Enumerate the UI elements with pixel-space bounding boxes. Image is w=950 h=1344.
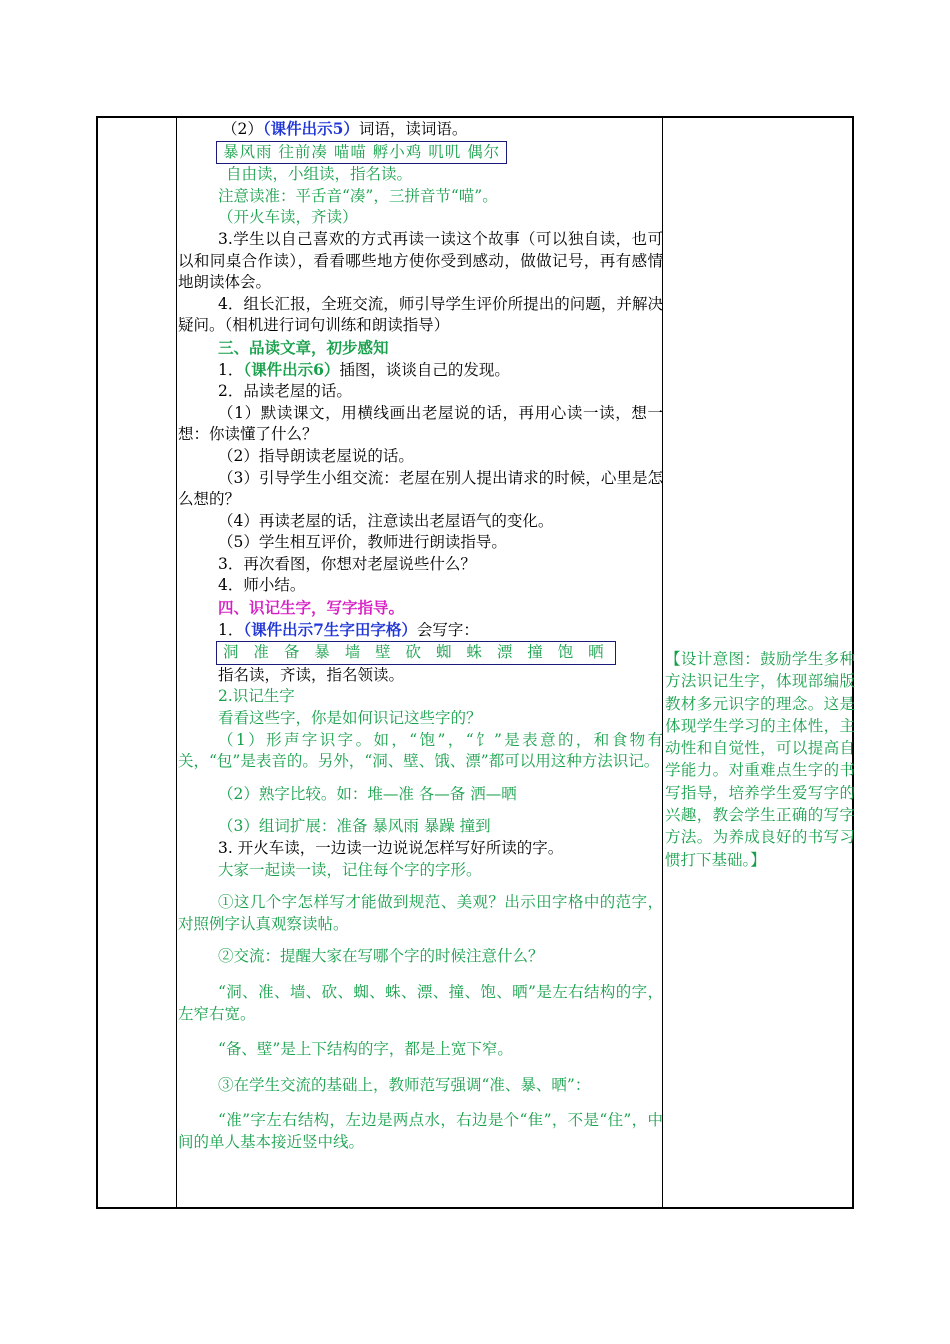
writing-step-1: ①这几个字怎样写才能做到规范、美观？出示田字格中的范字，对照例字认真观察读帖。 bbox=[178, 893, 663, 933]
read-together: 大家一起读一读，记住每个字的字形。 bbox=[218, 860, 482, 879]
teaching-process-column bbox=[178, 118, 663, 1154]
recognize-method-2: （2）熟字比较。如：堆—准 各—备 洒—晒 bbox=[218, 784, 517, 803]
item-2-3: （3）引导学生小组交流：老屋在别人提出请求的时候，心里是怎么想的？ bbox=[178, 468, 663, 509]
recognize-method-3: （3）组词扩展：准备 暴风雨 暴躁 撞到 bbox=[218, 817, 491, 836]
step-3-paragraph: 3.学生以自己喜欢的方式再读一读这个故事（可以独自读，也可以和同桌合作读），看看哪些地方使你受到感动，做做记号，再有感情地朗读体会。 bbox=[178, 229, 663, 292]
item-2-5: （5）学生相互评价，教师进行朗读指导。 bbox=[218, 533, 507, 552]
item-2: 2．品读老屋的话。 bbox=[218, 382, 352, 401]
item-2-4: （4）再读老屋的话，注意读出老屋语气的变化。 bbox=[218, 511, 554, 530]
train-reading-note: （开火车读，齐读） bbox=[218, 208, 358, 227]
recognize-question: 看看这些字，你是如何识记这些字的？ bbox=[218, 709, 482, 728]
lesson-table bbox=[96, 116, 854, 1209]
vocabulary-box: 暴风雨 往前凑 喵喵 孵小鸡 叽叽 偶尔 bbox=[216, 141, 507, 165]
recognize-method-1: （1）形声字识字。如，“饱”，“饣”是表意的，和食物有关，“包”是表音的。另外，“洞、壁、饿、漂”都可以用这种方法识记。 bbox=[178, 730, 663, 771]
column-divider-left bbox=[176, 118, 177, 1207]
line-course-5: （2）（课件出示5）词语，读词语。 bbox=[222, 119, 468, 138]
item-2-1: （1）默读课文，用横线画出老屋说的话，再用心读一读，想一想：你读懂了什么？ bbox=[178, 403, 663, 444]
design-intent-note: 【设计意图：鼓励学生多种方法识记生字，体现部编版教材多元识字的理念。这是体现学生学习的主体性，主动性和自觉性，可以提高自学能力。对重难点生字的书写指导，培养学生爱写字的兴趣，教会学生正确的写字方法。为养成良好的书写习惯打下基础。】 bbox=[665, 650, 855, 869]
line-course-6: 1．（课件出示6）插图，谈谈自己的发现。 bbox=[218, 359, 510, 379]
item-3-train: 3. 开火车读，一边读一边说说怎样写好所读的字。 bbox=[218, 839, 564, 857]
structure-top-bottom: “备、壁”是上下结构的字，都是上宽下窄。 bbox=[218, 1040, 513, 1059]
characters-box: 洞 准 备 暴 墙 壁 砍 蜘 蛛 漂 撞 饱 晒 bbox=[216, 641, 616, 665]
item-4: 4．师小结。 bbox=[218, 576, 306, 595]
pronunciation-note: 注意读准：平舌音“凑”，三拼音节“喵”。 bbox=[218, 186, 498, 205]
reading-modes: 指名读，齐读，指名领读。 bbox=[218, 665, 405, 684]
reading-instruction: 自由读，小组读，指名读。 bbox=[226, 165, 413, 184]
item-2-recognize: 2.识记生字 bbox=[218, 687, 295, 706]
section-4-heading: 四、识记生字，写字指导。 bbox=[218, 598, 405, 618]
section-3-heading: 三、品读文章，初步感知 bbox=[218, 337, 389, 357]
structure-left-right: “洞、准、墙、砍、蜘、蛛、漂、撞、饱、晒”是左右结构的字，左窄右宽。 bbox=[178, 982, 663, 1023]
zhun-explanation: “准”字左右结构，左边是两点水，右边是个“隹”，不是“住”，中间的单人基本接近竖中线。 bbox=[178, 1111, 663, 1151]
item-2-2: （2）指导朗读老屋说的话。 bbox=[218, 446, 414, 465]
writing-step-2: ②交流：提醒大家在写哪个字的时候注意什么？ bbox=[218, 947, 544, 966]
line-course-7: 1．（课件出示7生字田字格）会写字： bbox=[218, 619, 479, 639]
writing-step-3: ③在学生交流的基础上，教师范写强调“准、暴、晒”： bbox=[218, 1075, 591, 1094]
step-4-paragraph: 4．组长汇报，全班交流，师引导学生评价所提出的问题，并解决疑问。（相机进行词句训练和朗读指导） bbox=[178, 294, 663, 335]
item-3: 3．再次看图，你想对老屋说些什么？ bbox=[218, 554, 476, 573]
